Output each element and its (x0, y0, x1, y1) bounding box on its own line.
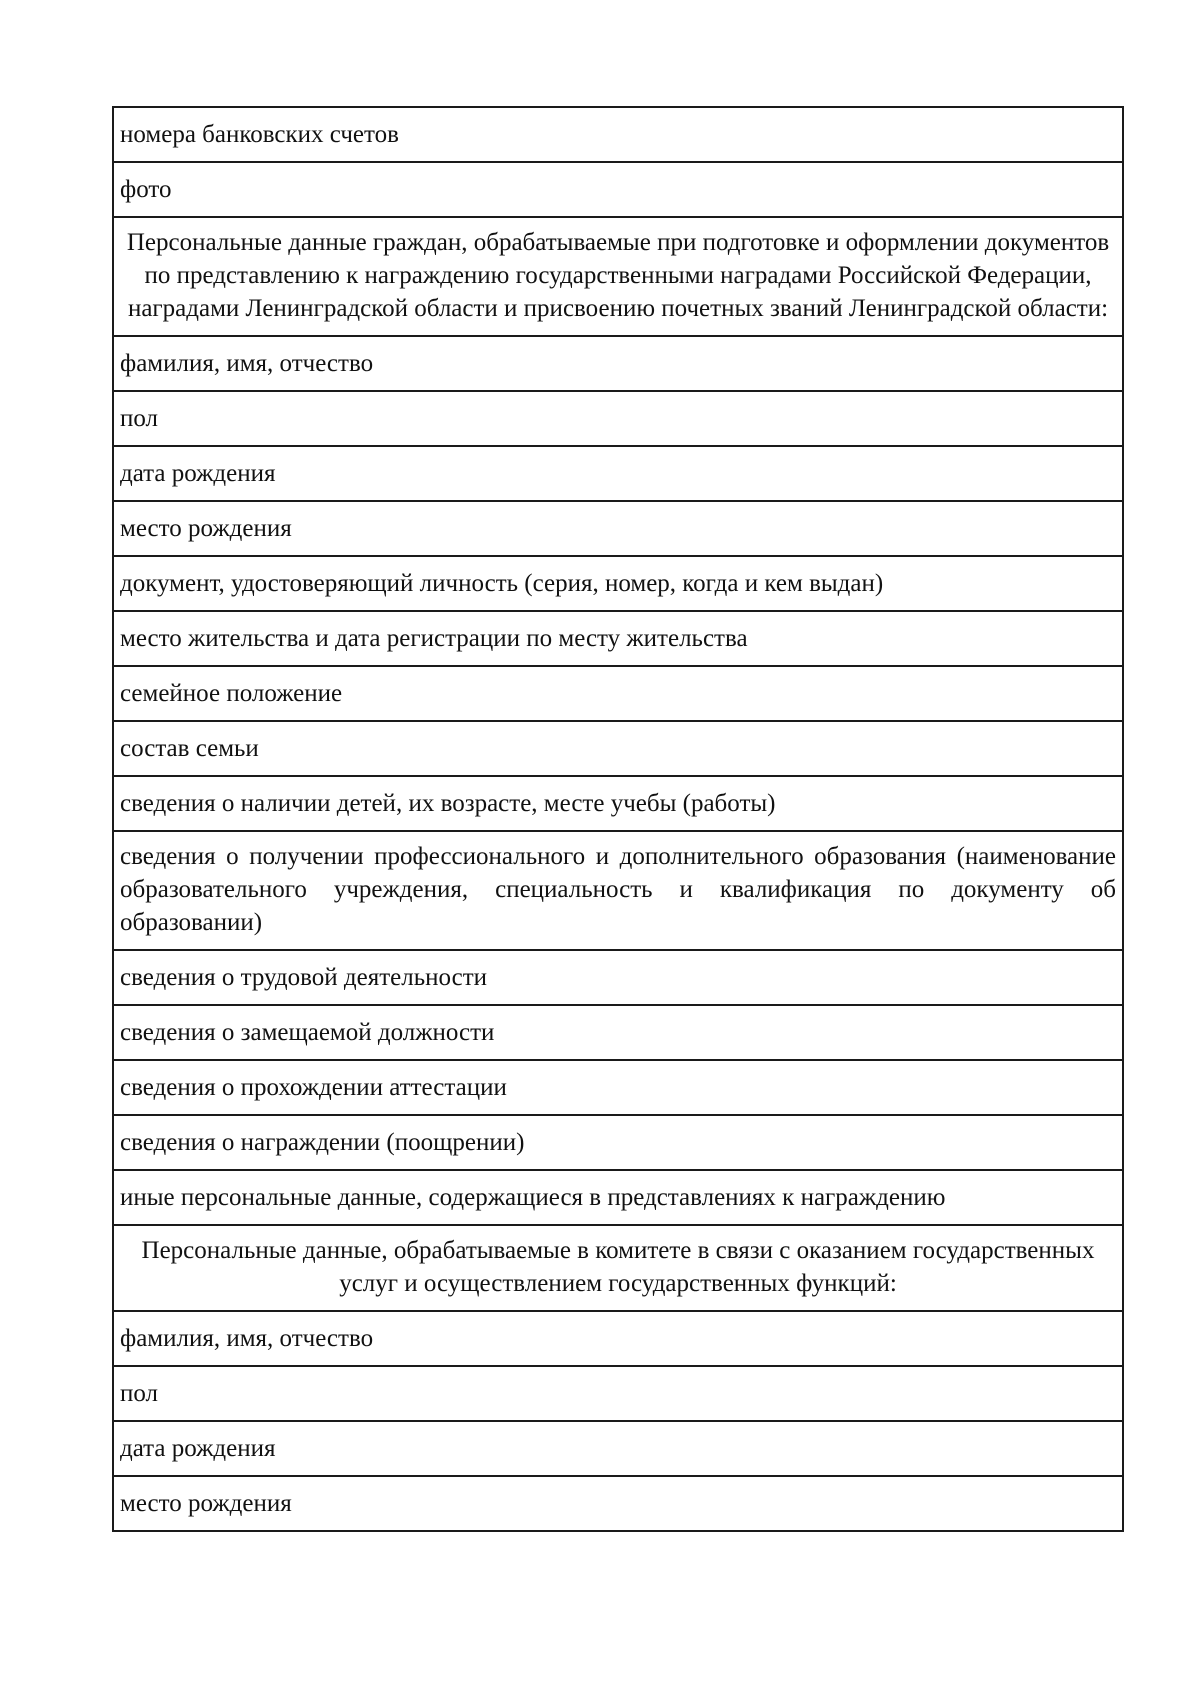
table-row: фамилия, имя, отчество (114, 337, 1122, 392)
table-row: пол (114, 392, 1122, 447)
table-row: дата рождения (114, 1422, 1122, 1477)
table-row: состав семьи (114, 722, 1122, 777)
table-row: сведения о получении профессионального и дополнительного образования (наименование образовательного учреждения, специальность и квалификация по документу об образовании) (114, 832, 1122, 951)
table-row: место рождения (114, 1477, 1122, 1532)
table-row: сведения о прохождении аттестации (114, 1061, 1122, 1116)
table-row: сведения о наличии детей, их возрасте, месте учебы (работы) (114, 777, 1122, 832)
table-row: фамилия, имя, отчество (114, 1312, 1122, 1367)
table-row: номера банковских счетов (114, 108, 1122, 163)
table-row: место рождения (114, 502, 1122, 557)
table-row: пол (114, 1367, 1122, 1422)
table-row: документ, удостоверяющий личность (серия, номер, когда и кем выдан) (114, 557, 1122, 612)
table-row: иные персональные данные, содержащиеся в представлениях к награждению (114, 1171, 1122, 1226)
table-row: фото (114, 163, 1122, 218)
personal-data-table (112, 106, 1124, 1532)
table-row: место жительства и дата регистрации по месту жительства (114, 612, 1122, 667)
table-row: сведения о награждении (поощрении) (114, 1116, 1122, 1171)
section-heading-services: Персональные данные, обрабатываемые в комитете в связи с оказанием государственных услуг и осуществлением государственных функций: (114, 1226, 1122, 1312)
table-row: сведения о замещаемой должности (114, 1006, 1122, 1061)
section-heading-awards: Персональные данные граждан, обрабатываемые при подготовке и оформлении документов по представлению к награждению государственными наградами Российской Федерации, наградами Ленинградской области и присвоению почетных званий Ленинградской области: (114, 218, 1122, 337)
table-row: дата рождения (114, 447, 1122, 502)
table-row: семейное положение (114, 667, 1122, 722)
table-row: сведения о трудовой деятельности (114, 951, 1122, 1006)
